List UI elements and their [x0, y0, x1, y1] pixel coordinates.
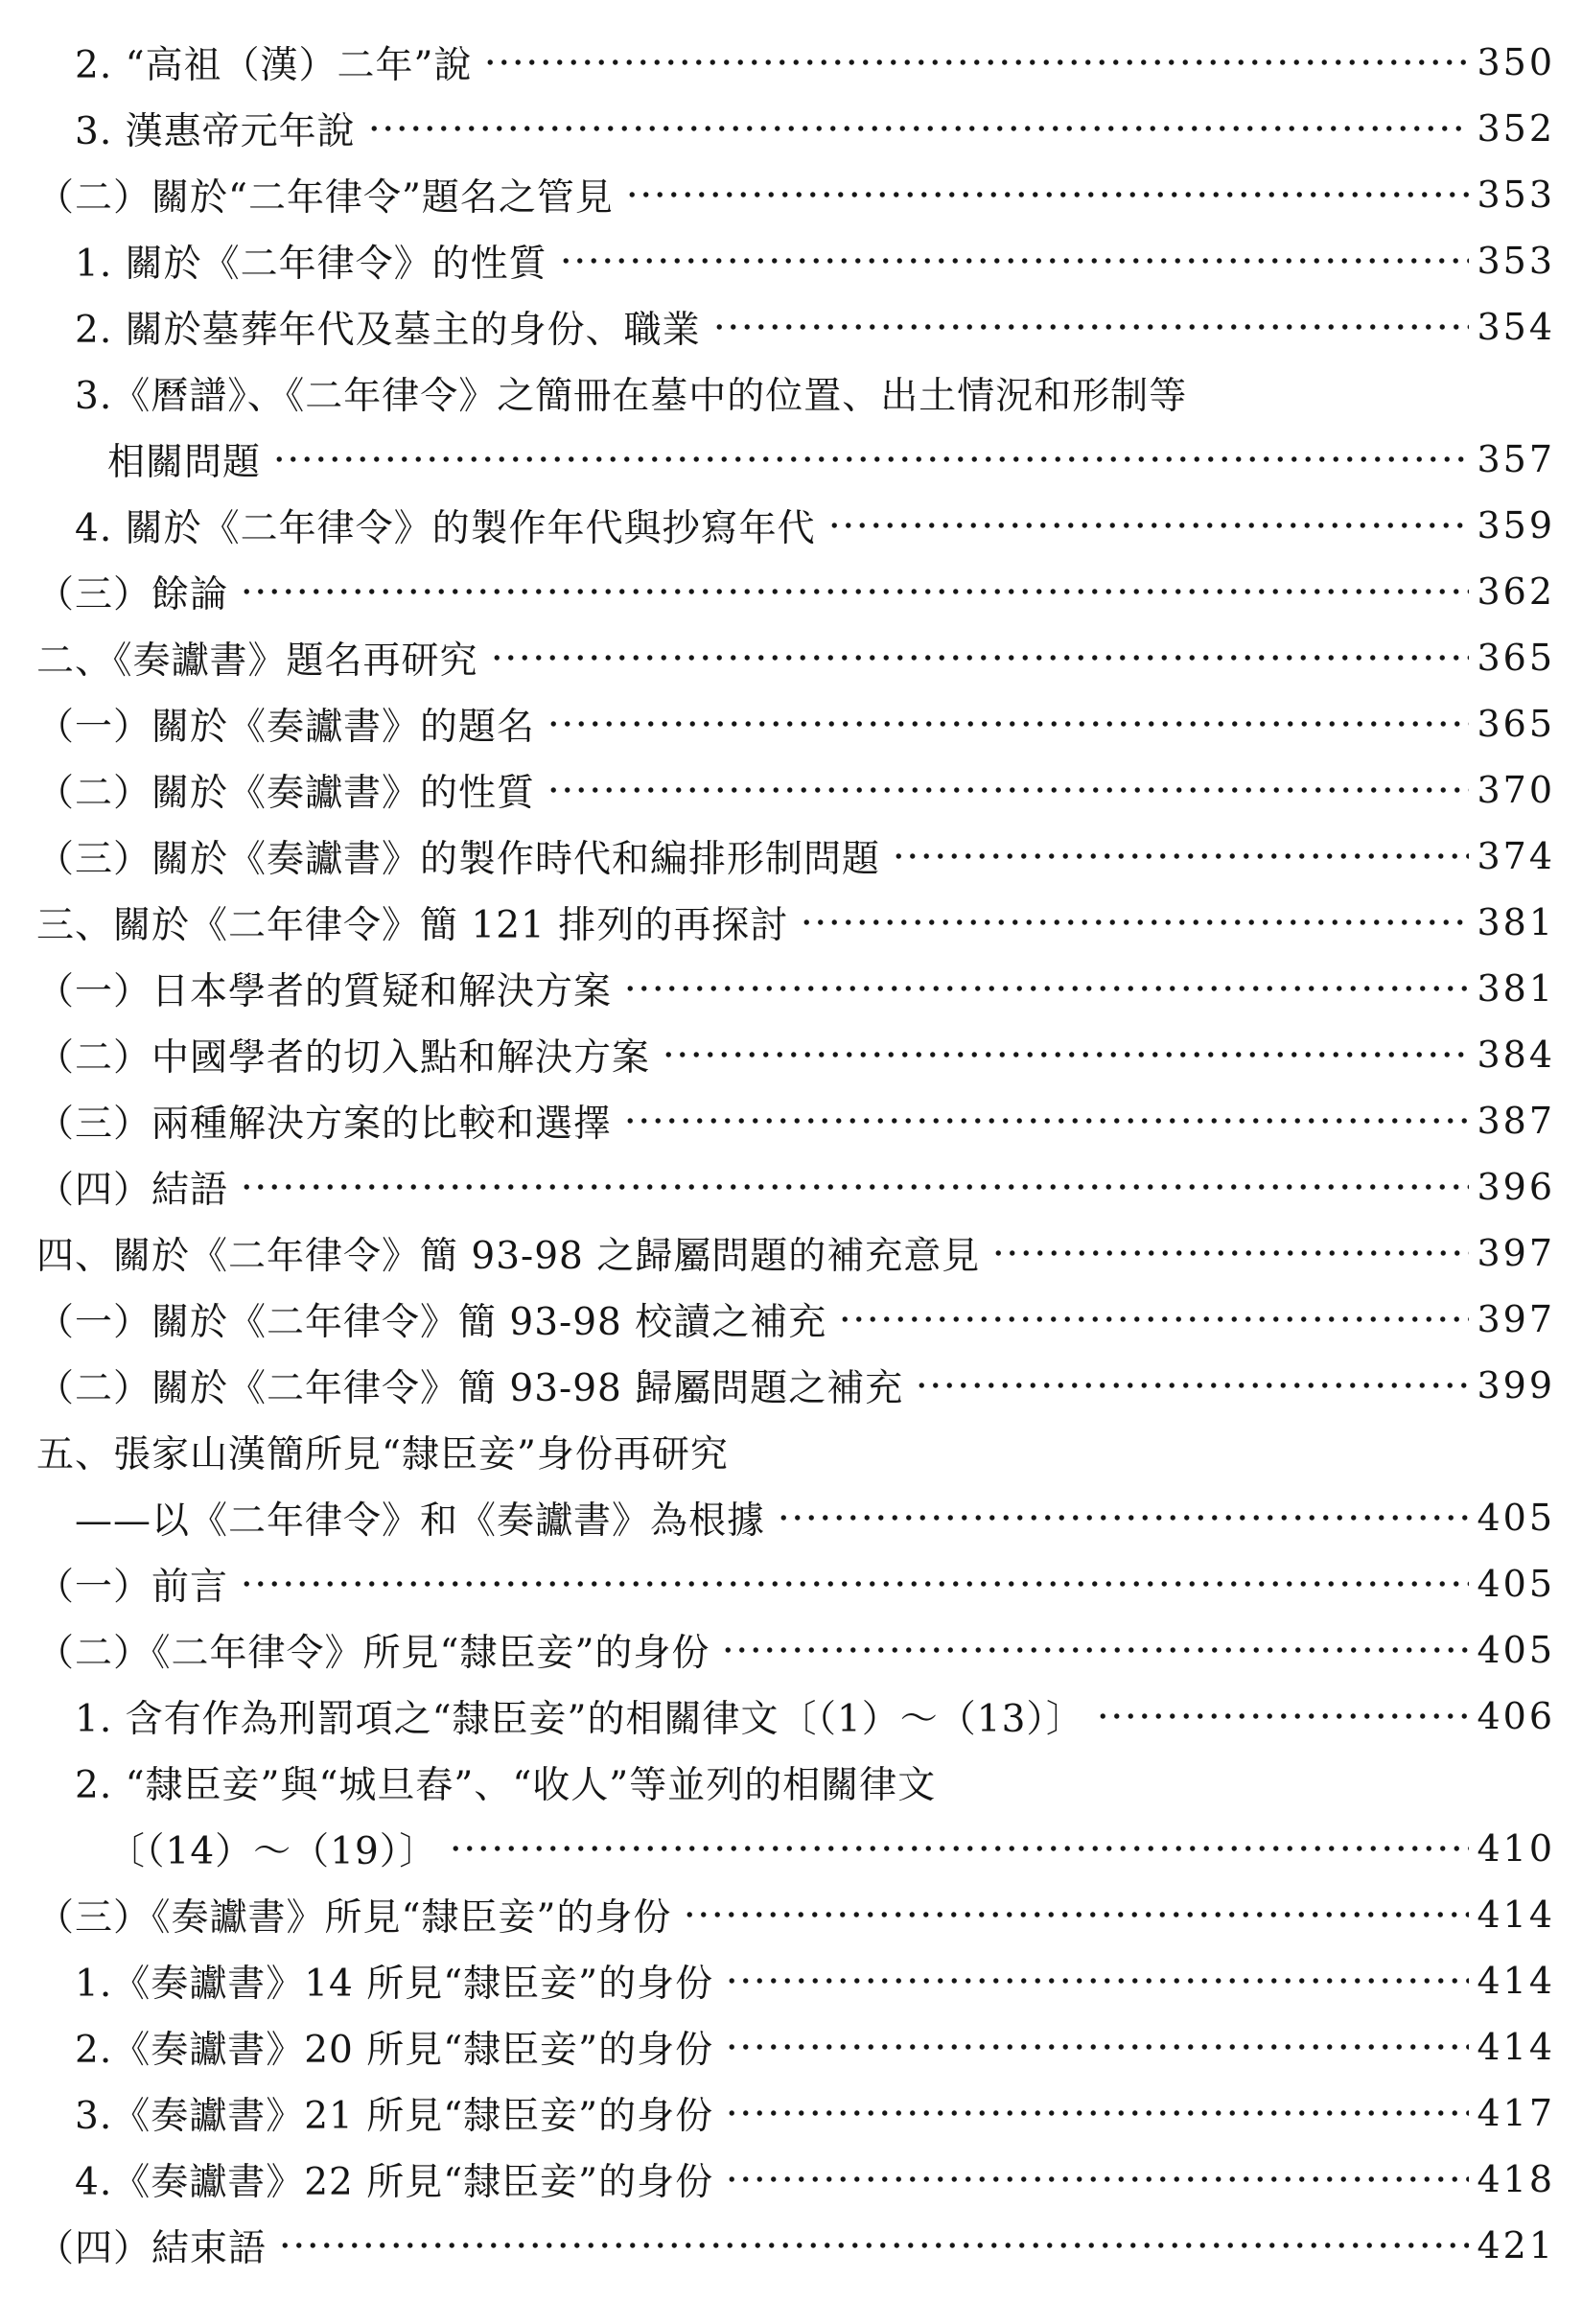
toc-page-number: 405	[1477, 1496, 1555, 1539]
toc-leader-dots	[725, 2093, 1469, 2133]
toc-leader-dots	[725, 1961, 1469, 2001]
toc-leader-dots	[240, 571, 1469, 612]
toc-entry	[36, 2146, 1555, 2212]
toc-entry	[36, 1947, 1555, 2013]
toc-page-number: 384	[1477, 1033, 1555, 1076]
toc-entry-text: （一）關於《二年律令》簡 93-98 校讀之補充	[36, 1300, 827, 1344]
toc-entry	[36, 360, 1555, 426]
toc-entry	[36, 2013, 1555, 2080]
toc-page-number: 396	[1477, 1165, 1555, 1208]
toc-entry-text: （四）結束語	[36, 2226, 268, 2270]
toc-entry-text: 3.《曆譜》、《二年律令》之簡冊在墓中的位置、出土情況和形制等	[75, 374, 1188, 418]
toc-leader-dots	[625, 174, 1470, 215]
toc-page-number: 357	[1477, 437, 1555, 480]
toc-entry	[36, 95, 1555, 161]
toc-page-number: 353	[1477, 173, 1555, 216]
toc-page-number: 365	[1477, 702, 1555, 745]
toc-leader-dots	[892, 836, 1469, 876]
toc-page-number: 397	[1477, 1231, 1555, 1274]
toc-page-number: 353	[1477, 239, 1555, 282]
toc-entry-text: 1. 含有作為刑罰項之“隸臣妾”的相關律文〔（1）～（13）〕	[75, 1697, 1084, 1741]
toc-entry	[36, 1550, 1555, 1616]
toc-leader-dots	[547, 770, 1469, 810]
toc-leader-dots	[827, 505, 1470, 546]
toc-entry-text: 3.《奏讞書》21 所見“隸臣妾”的身份	[75, 2094, 714, 2138]
toc-entry	[36, 1352, 1555, 1418]
toc-leader-dots	[725, 2027, 1469, 2067]
toc-entry	[36, 2212, 1555, 2278]
toc-entry-text: （四）結語	[36, 1168, 229, 1212]
toc-entry	[36, 1220, 1555, 1286]
toc-entry	[36, 1815, 1555, 1881]
toc-page-number: 381	[1477, 900, 1555, 943]
toc-entry	[36, 823, 1555, 889]
toc-entry-text: 〔（14）～（19）〕	[107, 1829, 438, 1873]
toc-page-number: 414	[1477, 2025, 1555, 2068]
toc-entry-text: 1. 關於《二年律令》的性質	[75, 242, 547, 286]
toc-entry	[36, 558, 1555, 624]
toc-entry	[36, 293, 1555, 360]
toc-page-number: 405	[1477, 1562, 1555, 1605]
toc-page-number: 374	[1477, 834, 1555, 877]
toc-entry-text: （三）《奏讞書》所見“隸臣妾”的身份	[36, 1895, 672, 1940]
toc-entry-text: （二）關於“二年律令”題名之管見	[36, 175, 614, 220]
toc-page-number: 417	[1477, 2091, 1555, 2134]
toc-page-number: 381	[1477, 966, 1555, 1010]
toc-entry	[36, 426, 1555, 492]
toc-entry	[36, 1286, 1555, 1352]
toc-entry-text: （二）《二年律令》所見“隸臣妾”的身份	[36, 1631, 710, 1675]
toc-page-number: 414	[1477, 1893, 1555, 1936]
toc-entry-text: 2. “高祖（漢）二年”說	[75, 43, 473, 87]
toc-entry	[36, 889, 1555, 955]
toc-leader-dots	[272, 439, 1469, 479]
toc-entry-text: （二）關於《奏讞書》的性質	[36, 771, 536, 815]
toc-entry-text: （一）關於《奏讞書》的題名	[36, 705, 536, 749]
toc-leader-dots	[278, 2225, 1469, 2266]
toc-entry-text: （一）日本學者的質疑和解決方案	[36, 969, 613, 1013]
toc-entry	[36, 1418, 1555, 1484]
toc-entry	[36, 1021, 1555, 1087]
toc-leader-dots	[712, 307, 1470, 347]
toc-entry-text: 二、《奏讞書》題名再研究	[36, 639, 478, 683]
toc-leader-dots	[490, 638, 1470, 678]
toc-entry-text: （三）關於《奏讞書》的製作時代和編排形制問題	[36, 837, 881, 881]
toc-entry	[36, 1484, 1555, 1550]
toc-entry	[36, 624, 1555, 690]
toc-page-number: 406	[1477, 1694, 1555, 1737]
toc-page-number: 399	[1477, 1363, 1555, 1406]
toc-leader-dots	[240, 1167, 1469, 1207]
toc-leader-dots	[547, 704, 1469, 744]
toc-page-number: 418	[1477, 2157, 1555, 2200]
toc-entry-text: 2. 關於墓葬年代及墓主的身份、職業	[75, 308, 701, 352]
toc-entry-text: 1.《奏讞書》14 所見“隸臣妾”的身份	[75, 1962, 714, 2006]
toc-leader-dots	[559, 241, 1470, 281]
toc-entry	[36, 756, 1555, 823]
toc-entry-text: （三）兩種解決方案的比較和選擇	[36, 1102, 613, 1146]
toc-entry-text: （二）關於《二年律令》簡 93-98 歸屬問題之補充	[36, 1366, 904, 1410]
toc-entry-text: （一）前言	[36, 1565, 229, 1609]
toc-entry-text: 3. 漢惠帝元年說	[75, 109, 356, 153]
toc-leader-dots	[721, 1630, 1469, 1670]
toc-entry	[36, 492, 1555, 558]
toc-leader-dots	[991, 1233, 1469, 1273]
toc-page-number: 350	[1477, 40, 1555, 83]
toc-entry-text: 2.《奏讞書》20 所見“隸臣妾”的身份	[75, 2028, 714, 2072]
toc-entry	[36, 2080, 1555, 2146]
toc-entry-text: 4. 關於《二年律令》的製作年代與抄寫年代	[75, 506, 816, 550]
toc-entry	[36, 690, 1555, 756]
toc-entry-text: 2. “隸臣妾”與“城旦舂”、“收人”等並列的相關律文	[75, 1763, 937, 1807]
toc-leader-dots	[367, 108, 1470, 149]
toc-leader-dots	[777, 1498, 1469, 1538]
toc-leader-dots	[725, 2159, 1469, 2199]
toc-entry-text: 三、關於《二年律令》簡 121 排列的再探討	[36, 903, 789, 947]
toc-entry-text: 4.《奏讞書》22 所見“隸臣妾”的身份	[75, 2160, 714, 2204]
toc-leader-dots	[662, 1034, 1469, 1075]
toc-entry-text: ——以《二年律令》和《奏讞書》為根據	[75, 1499, 766, 1543]
toc-entry	[36, 1153, 1555, 1220]
toc-page-number: 365	[1477, 636, 1555, 679]
toc-page-number: 359	[1477, 503, 1555, 546]
toc-leader-dots	[683, 1894, 1469, 1935]
toc-page-number: 410	[1477, 1826, 1555, 1870]
toc-page-number: 362	[1477, 569, 1555, 613]
toc-entry	[36, 1616, 1555, 1683]
toc-entry	[36, 1881, 1555, 1947]
toc-entry	[36, 955, 1555, 1021]
toc-leader-dots	[483, 42, 1469, 82]
toc-entry	[36, 1087, 1555, 1153]
toc-entry-text: 相關問題	[107, 440, 262, 484]
toc-entry-text: （二）中國學者的切入點和解決方案	[36, 1035, 651, 1080]
toc-entry	[36, 1749, 1555, 1815]
toc-entry	[36, 161, 1555, 227]
toc-leader-dots	[240, 1564, 1469, 1604]
toc-entry-text: 五、張家山漢簡所見“隸臣妾”身份再研究	[36, 1432, 729, 1476]
toc-entry	[36, 227, 1555, 293]
toc-leader-dots	[449, 1828, 1469, 1869]
toc-page	[36, 29, 1555, 2278]
toc-entry-text: 四、關於《二年律令》簡 93-98 之歸屬問題的補充意見	[36, 1234, 981, 1278]
toc-entry	[36, 29, 1555, 95]
toc-leader-dots	[1096, 1696, 1470, 1736]
toc-page-number: 397	[1477, 1297, 1555, 1340]
toc-entry-text: （三）餘論	[36, 572, 229, 616]
toc-page-number: 387	[1477, 1099, 1555, 1142]
toc-page-number: 405	[1477, 1628, 1555, 1671]
toc-leader-dots	[623, 1101, 1469, 1141]
toc-page-number: 414	[1477, 1959, 1555, 2002]
toc-leader-dots	[800, 902, 1469, 942]
toc-leader-dots	[838, 1299, 1469, 1339]
toc-leader-dots	[623, 968, 1469, 1009]
toc-leader-dots	[915, 1365, 1469, 1406]
toc-page-number: 354	[1477, 305, 1555, 348]
toc-list	[36, 29, 1555, 2278]
toc-page-number: 370	[1477, 768, 1555, 811]
toc-page-number: 421	[1477, 2223, 1555, 2266]
toc-entry	[36, 1683, 1555, 1749]
toc-page-number: 352	[1477, 106, 1555, 150]
